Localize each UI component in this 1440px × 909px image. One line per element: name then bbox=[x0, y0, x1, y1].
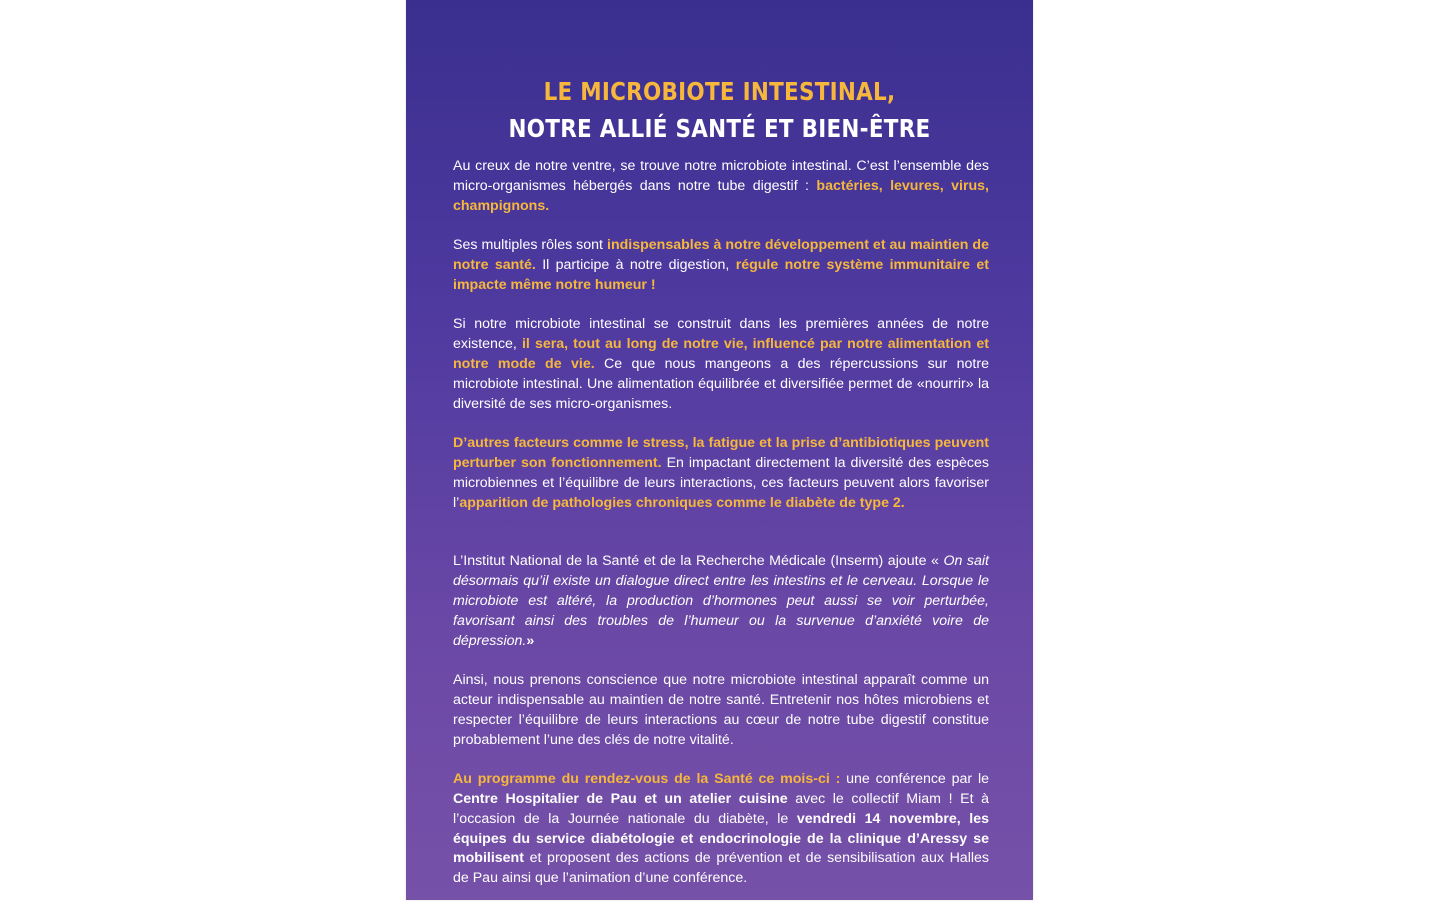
highlight-text: régule notre système immunitaire et impacte même notre humeur ! bbox=[453, 256, 989, 293]
page-title bbox=[450, 73, 989, 147]
text-run: En impactant directement la diversité des espèces microbiennes et l’équilibre de leurs interactions, ces facteurs peuvent alors favoriser l’ bbox=[453, 454, 990, 511]
text-run: Il participe à notre digestion, bbox=[535, 256, 736, 273]
text-run: et proposent des actions de prévention et de sensibilisation aux Halles de Pau ainsi que l’animation d’une conférence. bbox=[453, 850, 989, 887]
text-run: une conférence par le bbox=[840, 771, 989, 788]
highlight-text: D’autres facteurs comme le stress, la fatigue et la prise d’antibiotiques peuvent perturber son fonctionnement. bbox=[453, 435, 989, 471]
highlight-text: indispensables à notre développement et au maintien de notre santé. bbox=[453, 237, 989, 273]
text-run: Si notre microbiote intestinal se construit dans les premières années de notre existence, bbox=[453, 316, 989, 353]
text-run: L’Institut National de la Santé et de la Recherche Médicale (Inserm) ajoute « bbox=[453, 553, 944, 570]
highlight-text: Au programme du rendez-vous de la Santé ce mois-ci : bbox=[453, 771, 841, 788]
paragraph-intro bbox=[453, 157, 989, 216]
highlight-text: il sera, tout au long de notre vie, influencé par notre alimentation et notre mode de vie. bbox=[453, 336, 989, 372]
text-run: » bbox=[526, 632, 535, 649]
text-run: avec le collectif Miam ! Et à l’occasion de la Journée nationale du diabète, le bbox=[453, 790, 989, 827]
highlight-text: apparition de pathologies chroniques comme le diabète de type 2. bbox=[459, 494, 905, 511]
quote-text: On sait désormais qu’il existe un dialogue direct entre les intestins et le cerveau. Lorsque le microbiote est altéré, la production d’hormones peut aussi se voir perturbée, favorisant ainsi des troubles de l’humeur ou la survenue d’anxiété voire de dépression. bbox=[453, 553, 989, 649]
text-run: Ainsi, nous prenons conscience que notre microbiote intestinal apparaît comme un acteur indispensable au maintien de notre santé. Entretenir nos hôtes microbiens et respecter l’équilibre de leurs interactions au cœur de notre tube digestif constitue probablement l’une des clés de notre vitalité. bbox=[453, 672, 989, 748]
paragraph-conclusion bbox=[453, 671, 989, 750]
title-line-2: NOTRE ALLIÉ SANTÉ ET BIEN-ÊTRE bbox=[508, 113, 931, 143]
paragraph-programme bbox=[453, 770, 989, 889]
text-run: Ce que nous mangeons a des répercussions sur notre microbiote intestinal. Une alimentation équilibrée et diversifiée permet de «nourrir» la diversité de ses micro-organismes. bbox=[453, 355, 989, 412]
document-page bbox=[406, 0, 1033, 900]
title-line-1: LE MICROBIOTE INTESTINAL, bbox=[543, 76, 896, 106]
bold-text: vendredi 14 novembre, les équipes du service diabétologie et endocrinologie de la clinique d’Aressy se mobilisent bbox=[453, 810, 989, 867]
highlight-text: bactéries, levures, virus, champignons. bbox=[453, 177, 989, 214]
paragraph-roles bbox=[453, 236, 989, 295]
paragraph-inserm-quote bbox=[453, 552, 989, 651]
bold-text: Centre Hospitalier de Pau et un atelier cuisine bbox=[453, 790, 788, 807]
paragraph-construction bbox=[453, 315, 989, 414]
article-body bbox=[453, 157, 989, 909]
text-run: Ses multiples rôles sont bbox=[453, 237, 607, 254]
text-run: Au creux de notre ventre, se trouve notre microbiote intestinal. C’est l’ensemble des micro-organismes hébergés dans notre tube digestif : bbox=[453, 158, 989, 194]
paragraph-factors bbox=[453, 434, 989, 513]
